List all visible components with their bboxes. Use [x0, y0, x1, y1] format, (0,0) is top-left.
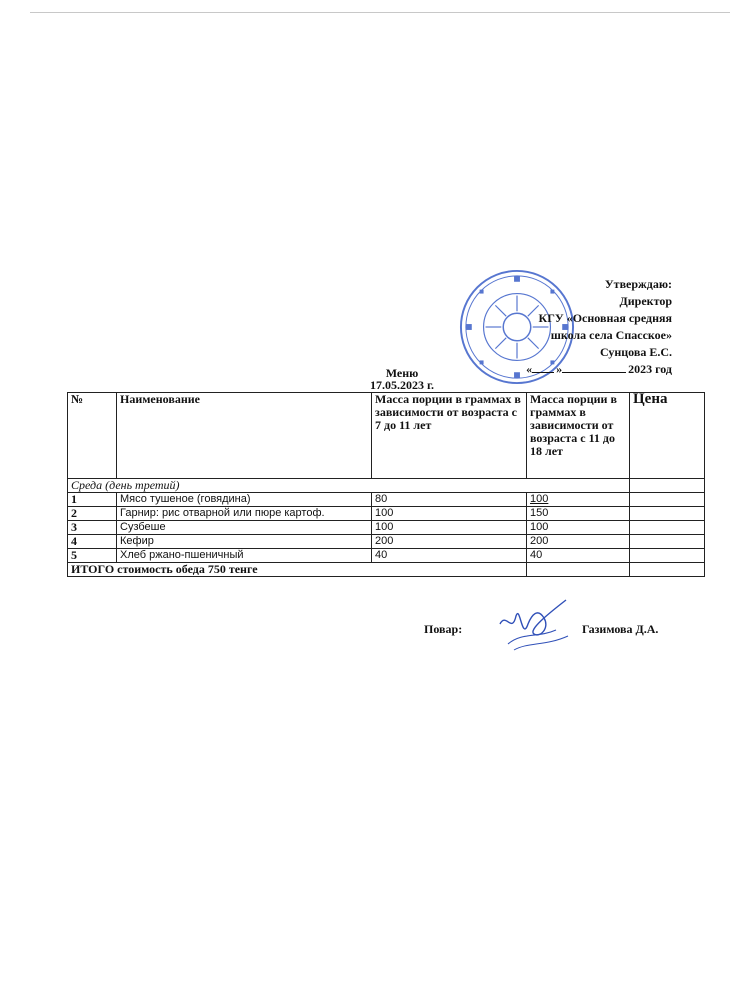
- row-price: [630, 521, 705, 535]
- menu-title: Меню: [385, 366, 419, 380]
- total-price-cell: [630, 563, 705, 577]
- approval-line-2: Директор: [619, 294, 672, 308]
- cook-name: Газимова Д.А.: [582, 622, 659, 636]
- row-mass-7-11: 100: [372, 507, 527, 521]
- header-name: Наименование: [117, 393, 372, 479]
- row-name: Сузбеше: [117, 521, 372, 535]
- approval-line-1: Утверждаю:: [604, 277, 672, 291]
- row-mass-11-18: 200: [527, 535, 630, 549]
- approval-line-3: КГУ «Основная средняя: [538, 311, 672, 325]
- row-name: Гарнир: рис отварной или пюре картоф.: [117, 507, 372, 521]
- header-price: Цена: [630, 393, 705, 479]
- row-num: 4: [68, 535, 117, 549]
- row-mass-11-18: 40: [527, 549, 630, 563]
- row-name: Хлеб ржано-пшеничный: [117, 549, 372, 563]
- approval-date-close-quote: »: [556, 362, 563, 376]
- row-num: 2: [68, 507, 117, 521]
- total-label: ИТОГО стоимость обеда 750 тенге: [68, 563, 527, 577]
- approval-month-blank: [562, 362, 626, 373]
- approval-date-open-quote: «: [526, 362, 533, 376]
- row-price: [630, 507, 705, 521]
- row-mass-7-11: 40: [372, 549, 527, 563]
- header-num: №: [68, 393, 117, 479]
- cook-label: Повар:: [424, 622, 463, 636]
- row-mass-7-11: 100: [372, 521, 527, 535]
- row-name: Мясо тушеное (говядина): [117, 493, 372, 507]
- table-row: [68, 507, 705, 521]
- approval-year: 2023 год: [628, 362, 672, 376]
- row-price: [630, 493, 705, 507]
- row-num: 3: [68, 521, 117, 535]
- row-mass-7-11: 200: [372, 535, 527, 549]
- approval-day-blank: [532, 362, 554, 373]
- row-price: [630, 535, 705, 549]
- table-header-row: [68, 393, 705, 479]
- total-row: [68, 563, 705, 577]
- table-row: [68, 535, 705, 549]
- section-row: [68, 479, 705, 493]
- header-mass-7-11: Масса порции в граммах в зависимости от возраста с 7 до 11 лет: [372, 393, 527, 479]
- table-row: [68, 549, 705, 563]
- menu-table: [67, 392, 705, 577]
- row-mass-11-18: 150: [527, 507, 630, 521]
- row-name: Кефир: [117, 535, 372, 549]
- row-num: 1: [68, 493, 117, 507]
- approval-date-line: [526, 361, 672, 378]
- total-empty-cell: [527, 563, 630, 577]
- row-mass-11-18: 100: [527, 493, 630, 507]
- cook-signature: [494, 594, 574, 654]
- section-price-cell: [630, 479, 705, 493]
- menu-date: 17.05.2023 г.: [369, 378, 435, 392]
- approval-line-5: Сунцова Е.С.: [599, 345, 672, 359]
- table-row: [68, 521, 705, 535]
- section-label: Среда (день третий): [68, 479, 630, 493]
- approval-block: [526, 276, 672, 378]
- menu-heading: [362, 367, 442, 391]
- row-mass-11-18: 100: [527, 521, 630, 535]
- row-price: [630, 549, 705, 563]
- page-top-rule: [30, 12, 730, 13]
- header-mass-11-18: Масса порции в граммах в зависимости от возраста с 11 до 18 лет: [527, 393, 630, 479]
- row-num: 5: [68, 549, 117, 563]
- row-mass-7-11: 80: [372, 493, 527, 507]
- table-row: [68, 493, 705, 507]
- approval-line-4: школа села Спасское»: [550, 328, 672, 342]
